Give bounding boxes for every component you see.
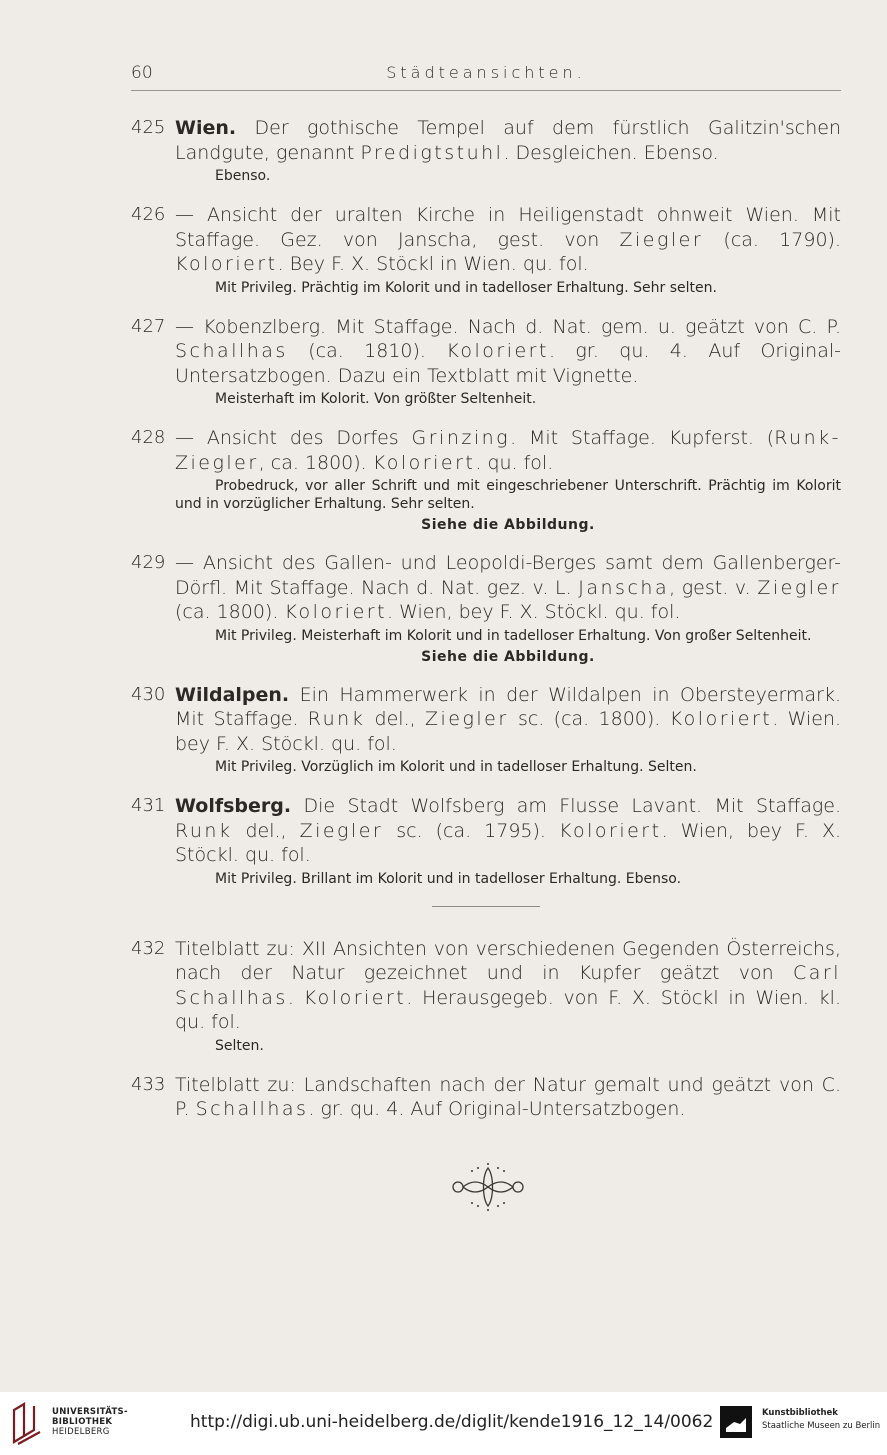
entry-number: 431 bbox=[131, 795, 166, 816]
entry-text: — Ansicht des Dorfes Grinzing. Mit Staffage. Kupferst. (Runk-Ziegler, ca. 1800). Koloriert. qu. fol. bbox=[175, 427, 841, 474]
entry-text: — Ansicht der uralten Kirche in Heiligenstadt ohnweit Wien. Mit Staffage. Gez. von Janscha, gest. von Ziegler (ca. 1790). Koloriert. Bey F. X. Stöckl in Wien. qu. fol. bbox=[175, 204, 841, 275]
catalog-entry-432 bbox=[131, 937, 841, 1055]
catalog-entry-427 bbox=[131, 315, 841, 409]
entry-number: 426 bbox=[131, 204, 166, 225]
entry-number: 433 bbox=[131, 1073, 166, 1095]
entry-text: Titelblatt zu: XII Ansichten von verschiedenen Gegenden Österreichs, nach der Natur gezeichnet und in Kupfer geätzt von Carl Schallhas. Koloriert. Herausgegeb. von F. X. Stöckl in Wien. kl. qu. fol. bbox=[175, 937, 841, 1033]
digitization-footer bbox=[0, 1392, 887, 1455]
catalog-entry-428 bbox=[131, 426, 841, 533]
entry-text: — Ansicht des Gallen- und Leopoldi-Berges samt dem Gallenberger-Dörfl. Mit Staffage. Nach d. Nat. gez. v. L. Janscha, gest. v. Ziegler (ca. 1800). Koloriert. Wien, bey F. X. Stöckl. qu. fol. bbox=[175, 552, 841, 623]
catalog-entries bbox=[131, 116, 841, 1140]
entry-note: Meisterhaft im Kolorit. Von größter Seltenheit. bbox=[215, 391, 537, 407]
page-header bbox=[131, 60, 841, 91]
entry-note: Mit Privileg. Brillant im Kolorit und in tadelloser Erhaltung. Ebenso. bbox=[215, 870, 682, 887]
catalog-entry-429 bbox=[131, 551, 841, 665]
entry-note: Mit Privileg. Prächtig im Kolorit und in tadelloser Erhaltung. Sehr selten. bbox=[215, 279, 717, 296]
entry-note: Ebenso. bbox=[215, 168, 271, 184]
entry-note: Mit Privileg. Vorzüglich im Kolorit und in tadelloser Erhaltung. Selten. bbox=[215, 759, 697, 775]
entry-number: 432 bbox=[131, 937, 166, 959]
entry-text: Titelblatt zu: Landschaften nach der Natur gemalt und geätzt von C. P. Schallhas. gr. qu. 4. Auf Original-Untersatzbogen. bbox=[175, 1073, 841, 1120]
catalog-entry-433 bbox=[131, 1073, 841, 1122]
entry-text: Wolfsberg. Die Stadt Wolfsberg am Flusse Lavant. Mit Staffage. Runk del., Ziegler sc. (ca. 1795). Koloriert. Wien, bey F. X. Stöckl. qu. fol. bbox=[175, 795, 842, 866]
university-library-logo-icon bbox=[10, 1400, 48, 1446]
entry-text: Wien. Der gothische Tempel auf dem fürstlich Galitzin'schen Landgute, genannt Predigtstuhl. Desgleichen. Ebenso. bbox=[175, 117, 841, 164]
entry-note: Mit Privileg. Meisterhaft im Kolorit und in tadelloser Erhaltung. Von großer Seltenheit. bbox=[215, 627, 812, 644]
kunstbibliothek-name: Kunstbibliothek Staatliche Museen zu Berlin bbox=[762, 1408, 881, 1431]
page-number: 60 bbox=[131, 63, 153, 83]
entry-note: Probedruck, vor aller Schrift und mit eingeschriebener Unterschrift. Prächtig im Kolorit und in vorzüglicher Erhaltung. Sehr selten. bbox=[175, 478, 841, 512]
entry-number: 429 bbox=[131, 552, 166, 573]
entry-lead: Wildalpen. bbox=[175, 683, 290, 706]
catalog-entry-431 bbox=[131, 794, 841, 888]
entry-number: 427 bbox=[131, 315, 166, 337]
kunstbibliothek-logo-icon bbox=[720, 1406, 752, 1438]
university-library-name: UNIVERSITÄTS- BIBLIOTHEK HEIDELBERG bbox=[52, 1407, 128, 1437]
section-divider bbox=[432, 906, 540, 907]
entry-text: — Kobenzlberg. Mit Staffage. Nach d. Nat. gem. u. geätzt von C. P. Schallhas (ca. 1810). Koloriert. gr. qu. 4. Auf Original-Untersatzbogen. Dazu ein Textblatt mit Vignette. bbox=[175, 315, 841, 387]
entry-note: Selten. bbox=[215, 1037, 264, 1054]
entry-text: Wildalpen. Ein Hammerwerk in der Wildalpen in Obersteyermark. Mit Staffage. Runk del., Ziegler sc. (ca. 1800). Koloriert. Wien. bey F. X. Stöckl. qu. fol. bbox=[175, 683, 842, 755]
permalink-url[interactable]: http://digi.ub.uni-heidelberg.de/diglit/kende1916_12_14/0062 bbox=[190, 1412, 714, 1432]
entry-number: 425 bbox=[131, 117, 166, 138]
entry-number: 430 bbox=[131, 683, 166, 705]
running-head: Städteansichten. bbox=[386, 63, 586, 82]
entry-number: 428 bbox=[131, 427, 166, 448]
entry-lead: Wien. bbox=[175, 117, 237, 139]
see-illustration: Siehe die Abbildung. bbox=[421, 648, 595, 665]
catalog-entry-425 bbox=[131, 116, 841, 185]
catalog-entry-426 bbox=[131, 203, 841, 297]
see-illustration: Siehe die Abbildung. bbox=[421, 517, 595, 533]
ornament-icon bbox=[446, 1162, 530, 1212]
catalog-entry-430 bbox=[131, 683, 841, 777]
entry-lead: Wolfsberg. bbox=[175, 795, 292, 817]
